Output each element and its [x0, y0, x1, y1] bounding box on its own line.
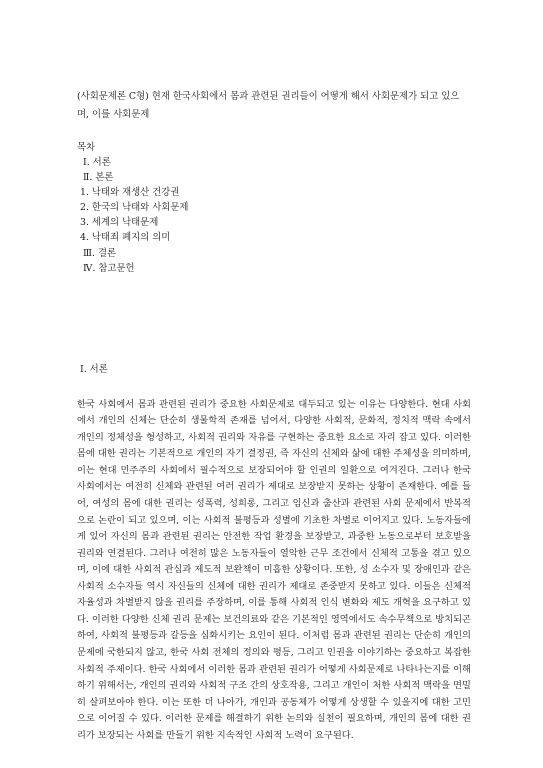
toc-item: Ⅱ. 본론 [83, 172, 114, 184]
assignment-question: (사회문제론 C형) 현재 한국사회에서 몸과 관련된 권리들이 어떻게 해서 사회문제가 되고 있으며, 이를 사회문제 [77, 91, 460, 120]
section-body-paragraph: 한국 사회에서 몸과 관련된 권리가 중요한 사회문제로 대두되고 있는 이유는 다양한다. 현대 사회에서 개인의 신체는 단순히 생물학적 존재를 넘어서, 다양한 사회적, 문화적, 정치적 맥락 속에서 개인의 정체성을 형성하고, 사회적 권리와 자유를 구현하는 중요한 요소로 자리 잡고 있다. 이러한 몸에 대한 권리는 기본적으로 개인의 자기 결정권, 즉 자신의 신체와 삶에 대한 주체성을 의미하며, 이는 현대 민주주의 사회에서 필수적으로 보장되어야 할 인권의 일환으로 여겨진다. 그러나 한국 사회에서는 여전히 신체와 관련된 여러 권리가 제대로 보장받지 못하는 상황이 존재한다. 예를 들어, 여성의 몸에 대한 권리는 성폭력, 성희롱, 그리고 임신과 출산과 관련된 사회 문제에서 반복적으로 논란이 되고 있으며, 이는 사회적 불평등과 성별에 기초한 차별로 이어지고 있다. 노동자들에게 있어 자신의 몸과 관련된 권리는 안전한 작업 환경을 보장받고, 과중한 노동으로부터 보호받을 권리와 연결된다. 그러나 여전히 많은 노동자들이 열악한 근무 조건에서 신체적 고통을 겪고 있으며, 이에 대한 사회적 관심과 제도적 보완책이 미흡한 상황이다. 또한, 성 소수자 및 장애인과 같은 사회적 소수자들 역시 자신들의 신체에 대한 권리가 제대로 존중받지 못하고 있다. 이들은 신체적 자율성과 차별받지 않을 권리를 주장하며, 이를 통해 사회적 인식 변화와 제도 개혁을 요구하고 있다. 이러한 다양한 신체 권리 문제는 보건의료와 같은 기본적인 영역에서도 속수무책으로 방치되곤 하여, 사회적 불평등과 갈등을 심화시키는 요인이 된다. 이처럼 몸과 관련된 권리는 단순히 개인의 문제에 국한되지 않고, 한국 사회 전체의 정의와 평등, 그리고 인권을 이야기하는 중요하고 복잡한 사회적 주제이다. 한국 사회에서 이러한 몸과 관련된 권리가 어떻게 사회문제로 나타나는지를 이해하기 위해서는, 개인의 권리와 사회적 구조 간의 상호작용, 그리고 개인이 처한 사회적 맥락을 면밀히 살펴보아야 한다. 이는 또한 더 나아가, 개인과 공동체가 어떻게 상생할 수 있을지에 대한 고민으로 이어질 수 있다. 이러한 문제를 해결하기 위한 논의와 실천이 필요하며, 개인의 몸에 대한 권리가 보장되는 사회를 만들기 위한 지속적인 사회적 노력이 요구된다. [77, 398, 471, 741]
toc-item: 2. 한국의 낙태와 사회문제 [80, 202, 189, 214]
toc-item: 4. 낙태죄 폐지의 의미 [80, 232, 171, 244]
toc-item: Ⅲ. 결론 [83, 247, 117, 259]
toc-item: Ⅰ. 서론 [83, 157, 111, 168]
toc-item: 3. 세계의 낙태문제 [80, 217, 159, 229]
table-of-contents [77, 155, 471, 276]
toc-item: 1. 낙태와 재생산 건강권 [80, 187, 180, 199]
section-heading: Ⅰ. 서론 [80, 363, 108, 375]
toc-item: Ⅳ. 참고문헌 [83, 262, 135, 274]
toc-heading: 목차 [77, 142, 96, 153]
